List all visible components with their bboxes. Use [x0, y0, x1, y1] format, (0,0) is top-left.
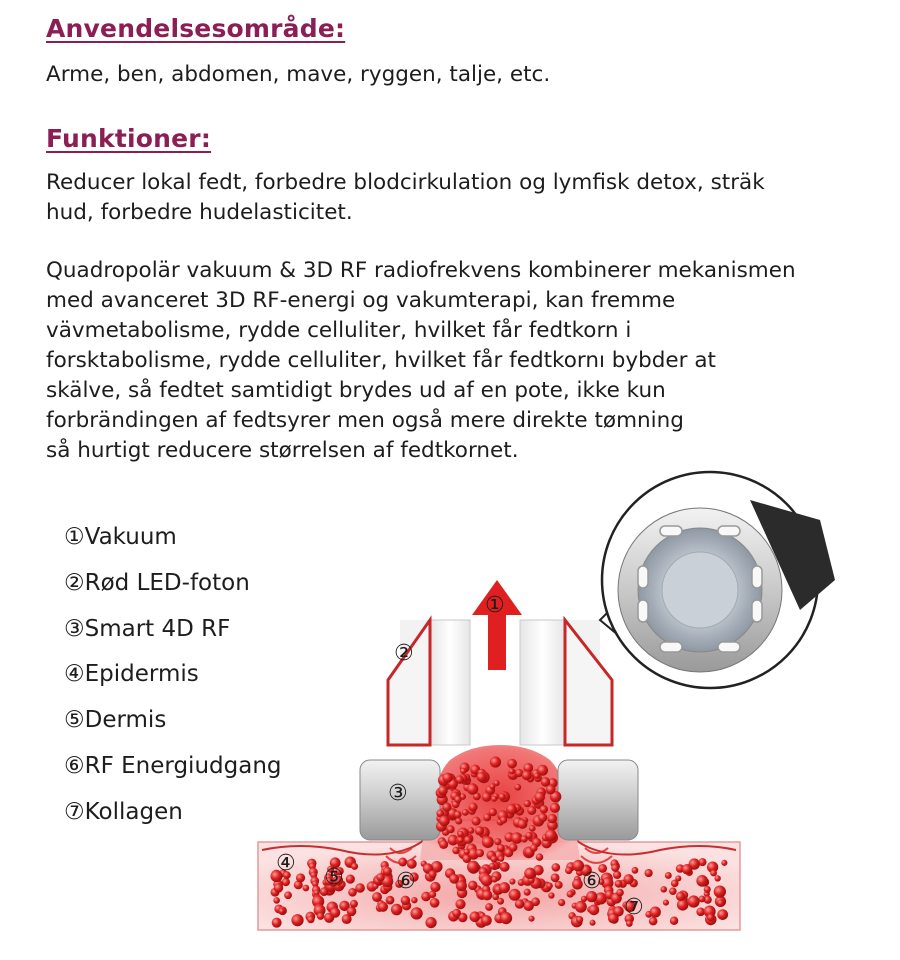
- fat-cell: [442, 773, 452, 783]
- fat-cell: [538, 813, 547, 822]
- fat-cell: [467, 783, 478, 794]
- fat-cell: [449, 874, 459, 884]
- fat-cell: [613, 906, 623, 916]
- fat-cell: [439, 840, 448, 849]
- fat-cell: [279, 908, 285, 914]
- fat-cell: [494, 780, 500, 786]
- fat-cell: [540, 805, 548, 813]
- fat-cell: [509, 768, 515, 774]
- fat-cell: [645, 869, 653, 877]
- fat-cell: [509, 889, 521, 901]
- fat-cell: [710, 870, 717, 877]
- paragraph-line: så hurtigt reducere størrelsen af fedtkornet.: [46, 438, 519, 463]
- fat-cell: [307, 916, 315, 924]
- fat-cell: [714, 885, 726, 897]
- fat-cell: [482, 836, 494, 848]
- fat-cell: [284, 891, 292, 899]
- fat-cell: [469, 803, 478, 812]
- fat-cell: [721, 860, 727, 866]
- fat-cell: [717, 909, 728, 920]
- fat-cell: [624, 874, 634, 884]
- fat-cell: [303, 885, 310, 892]
- fat-cell: [391, 904, 402, 915]
- fat-cell: [567, 890, 574, 897]
- section-heading-functions: Funktioner:: [46, 124, 212, 153]
- functions-paragraph-1: [46, 168, 876, 228]
- fat-cell: [383, 867, 392, 876]
- fat-cell: [521, 835, 528, 842]
- fat-cell: [489, 863, 496, 870]
- zoom-callout: [600, 472, 835, 688]
- fat-cell: [490, 757, 501, 768]
- fat-cell: [530, 844, 538, 852]
- fat-cell: [545, 829, 557, 841]
- fat-cell: [500, 912, 512, 924]
- fat-cell: [410, 907, 422, 919]
- fat-cell: [714, 875, 720, 881]
- fat-cell: [398, 858, 407, 867]
- fat-cell: [548, 814, 558, 824]
- fat-cell: [464, 836, 472, 844]
- fat-cell: [438, 786, 448, 796]
- fat-cell: [454, 811, 462, 819]
- legend-item-rf-energy: ⑥RF Energiudgang: [64, 752, 282, 779]
- fat-cell: [476, 849, 484, 857]
- fat-cell: [430, 898, 440, 908]
- paragraph-line: Quadropolär vakuum & 3D RF radiofrekvens kombinerer mekanismen: [46, 258, 796, 283]
- fat-cell: [498, 856, 504, 862]
- marker-led: ②: [394, 641, 414, 666]
- fat-cell: [552, 863, 561, 872]
- fat-cell: [497, 844, 505, 852]
- paragraph-line: skälve, så fedtet samtidigt brydes ud af en pote, ikke kun: [46, 378, 666, 403]
- marker-epidermis: ④: [276, 851, 296, 876]
- fat-cell: [274, 883, 283, 892]
- fat-cell: [551, 873, 560, 882]
- fat-cell: [707, 914, 714, 921]
- fat-cell: [296, 873, 305, 882]
- fat-cell: [565, 867, 572, 874]
- fat-cell: [611, 864, 619, 872]
- fat-cell: [528, 916, 534, 922]
- fat-cell: [575, 901, 587, 913]
- fat-cell: [407, 859, 417, 869]
- fat-cell: [696, 875, 708, 887]
- fat-cell: [481, 915, 492, 926]
- fat-cell: [489, 808, 497, 816]
- fat-cell: [430, 882, 440, 892]
- fat-cell: [650, 907, 661, 918]
- fat-cell: [649, 917, 658, 926]
- fat-cell: [351, 863, 358, 870]
- fat-cell: [576, 916, 583, 923]
- fat-cell: [531, 897, 540, 906]
- fat-cell: [671, 880, 679, 888]
- fat-cell: [482, 792, 492, 802]
- fat-cell: [632, 867, 639, 874]
- fat-cell: [291, 914, 303, 926]
- fat-cell: [688, 895, 700, 907]
- marker-rf-energy-right: ⑥: [582, 869, 602, 894]
- fat-cell: [590, 920, 596, 926]
- fat-cell: [272, 918, 282, 928]
- fat-cell: [455, 899, 465, 909]
- legend-item-dermis: ⑤Dermis: [64, 707, 167, 734]
- fat-cell: [387, 897, 394, 904]
- fat-cell: [524, 889, 531, 896]
- marker-collagen: ⑦: [624, 895, 644, 920]
- fat-cell: [447, 825, 455, 833]
- fat-cell: [660, 886, 667, 893]
- fat-cell: [475, 826, 484, 835]
- fat-cell: [317, 912, 324, 919]
- functions-paragraph-2: [46, 256, 876, 466]
- fat-cell: [491, 856, 498, 863]
- fat-cell: [458, 831, 464, 837]
- fat-cell: [665, 872, 672, 879]
- fat-cell: [717, 899, 724, 906]
- fat-cell: [429, 891, 436, 898]
- fat-cell: [376, 873, 384, 881]
- fat-cell: [499, 882, 510, 893]
- fat-cell: [460, 768, 466, 774]
- legend-item-epidermis: ④Epidermis: [64, 661, 199, 688]
- fat-cell: [472, 817, 481, 826]
- fat-cell: [500, 862, 510, 872]
- fat-cell: [670, 917, 678, 925]
- fat-cell: [464, 849, 470, 855]
- legend-item-collagen: ⑦Kollagen: [64, 798, 183, 825]
- fat-cell: [273, 897, 280, 904]
- fat-cell: [616, 889, 624, 897]
- fat-cell: [350, 900, 358, 908]
- fat-cell: [515, 899, 524, 908]
- fat-cell: [346, 875, 355, 884]
- fat-cell: [355, 883, 365, 893]
- fat-cell: [529, 825, 536, 832]
- fat-cell: [468, 881, 477, 890]
- fat-cell: [546, 883, 553, 890]
- application-area-text: [46, 60, 876, 90]
- paragraph-line: forbrändingen af fedtsyrer men også mere direkte tømning: [46, 408, 684, 433]
- fat-cell: [558, 899, 565, 906]
- fat-cell: [663, 900, 669, 906]
- fat-cell: [469, 911, 480, 922]
- fat-cell: [455, 817, 462, 824]
- fat-cell: [546, 785, 556, 795]
- fat-cell: [676, 892, 685, 901]
- fat-cell: [348, 888, 357, 897]
- fat-cell: [372, 892, 382, 902]
- fat-cell: [704, 886, 711, 893]
- legend-item-smart-rf: ③Smart 4D RF: [64, 615, 231, 642]
- marker-rf: ③: [388, 781, 408, 806]
- legend-item-vacuum: ①Vakuum: [64, 524, 177, 550]
- fat-cell: [682, 864, 693, 875]
- fat-cell: [347, 907, 357, 917]
- fat-cell: [534, 792, 545, 803]
- paragraph-line: forsktabolisme, rydde celluliter, hvilket får fedtkornı bybder at: [46, 348, 716, 373]
- fat-cell: [522, 770, 532, 780]
- legend-item-red-led: ②Rød LED-foton: [64, 569, 250, 596]
- marker-rf-energy-left: ⑥: [396, 869, 416, 894]
- marker-dermis: ⑤: [324, 865, 344, 890]
- fat-cell: [485, 903, 493, 911]
- fat-cell: [491, 796, 497, 802]
- fat-cell: [481, 874, 493, 886]
- fat-cell: [615, 880, 623, 888]
- paragraph-line: med avanceret 3D RF-energi og vakumterapi, kan fremme: [46, 288, 676, 313]
- fat-cell: [613, 871, 621, 879]
- application-area-line: Arme, ben, abdomen, mave, ryggen, talje, etc.: [46, 62, 551, 87]
- paragraph-line: hud, forbedre hudelasticitet.: [46, 200, 353, 225]
- section-heading-application-area: Anvendelsesområde:: [46, 14, 346, 43]
- fat-cell: [452, 909, 461, 918]
- fat-cell: [527, 806, 536, 815]
- fat-cell: [429, 870, 437, 878]
- device-diagram: [0, 470, 900, 960]
- fat-cell: [509, 878, 515, 884]
- fat-cell: [509, 843, 518, 852]
- fat-cell: [524, 868, 535, 879]
- fat-cell: [330, 907, 340, 917]
- fat-cell: [677, 899, 689, 911]
- fat-cell: [401, 896, 410, 905]
- fat-cell: [497, 898, 504, 905]
- fat-cell: [534, 773, 540, 779]
- fat-cell: [536, 853, 543, 860]
- fat-cell: [457, 837, 463, 843]
- rf-electrode-right: [558, 760, 638, 840]
- fat-cell: [507, 759, 517, 769]
- paragraph-line: Reducer lokal fedt, forbedre blodcirkulation og lymfisk detox, sträk: [46, 170, 765, 195]
- fat-cell: [378, 902, 388, 912]
- fat-cell: [454, 796, 461, 803]
- fat-cell: [626, 920, 633, 927]
- fat-cell: [491, 876, 497, 882]
- fat-cell: [439, 815, 450, 826]
- fat-cell: [477, 772, 487, 782]
- fat-cell: [524, 800, 531, 807]
- fat-cell: [425, 917, 436, 928]
- fat-cell: [517, 819, 527, 829]
- fat-cell: [669, 887, 677, 895]
- fat-cell: [499, 793, 506, 800]
- fat-cell: [411, 897, 417, 903]
- fat-cell: [555, 881, 563, 889]
- paragraph-line: vävmetabolisme, rydde celluliter, hvilket får fedtkorn i: [46, 318, 632, 343]
- marker-vacuum: ①: [485, 593, 505, 618]
- fat-cell: [482, 890, 492, 900]
- fat-cell: [589, 905, 600, 916]
- fat-cell: [696, 907, 705, 916]
- fat-cell: [442, 803, 451, 812]
- fat-cell: [462, 809, 469, 816]
- fat-cell: [500, 816, 507, 823]
- fat-cell: [506, 804, 517, 815]
- fat-cell: [550, 803, 560, 813]
- fat-cell: [515, 784, 522, 791]
- fat-cell: [548, 892, 554, 898]
